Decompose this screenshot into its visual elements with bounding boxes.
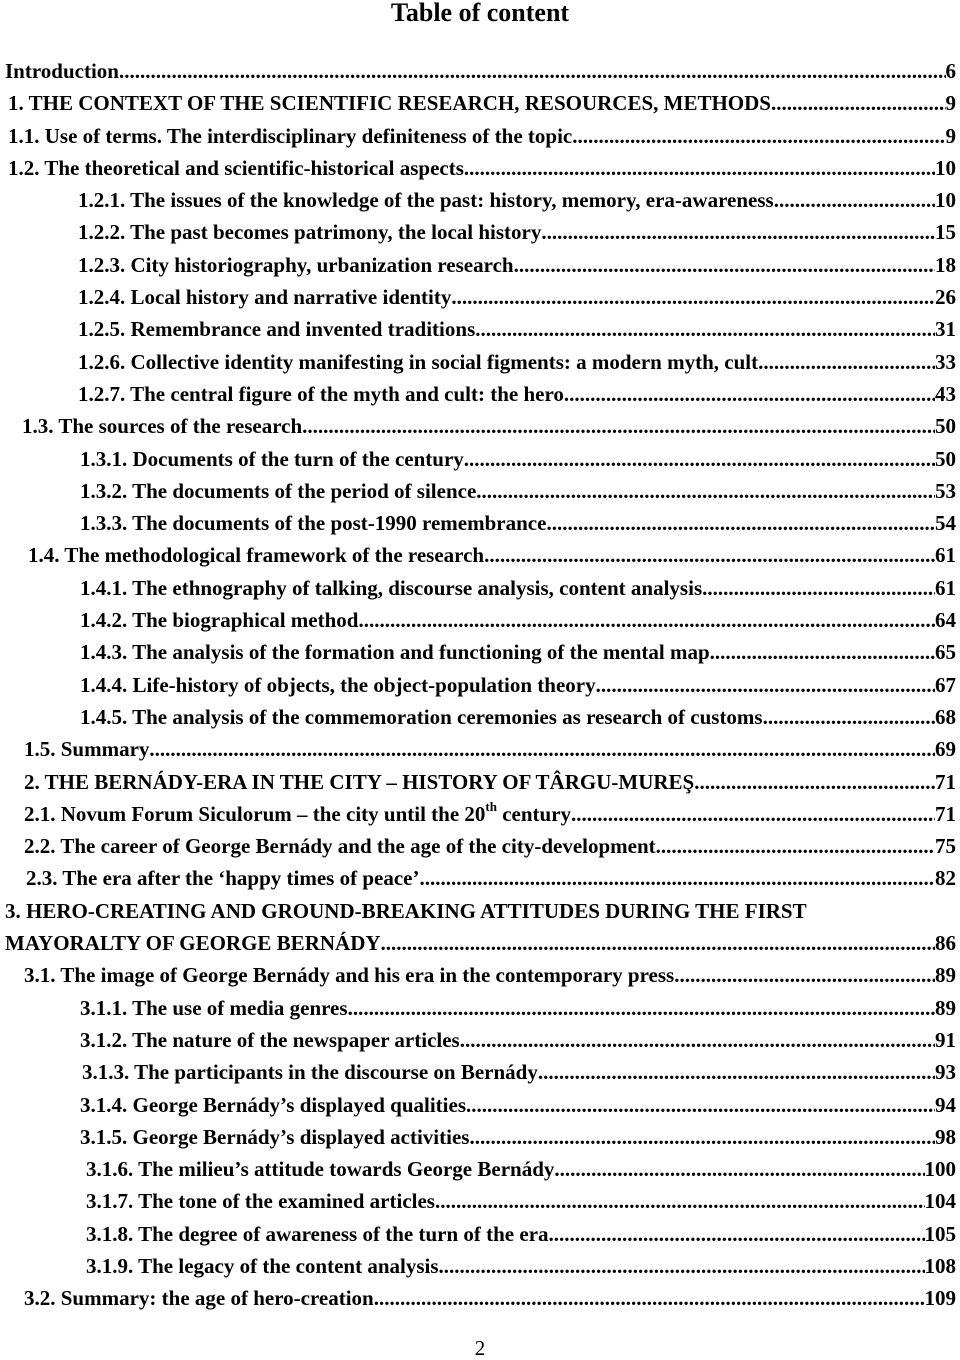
- toc-entry-page: 71: [935, 801, 956, 826]
- toc-entry[interactable]: [0, 443, 960, 475]
- toc-entry-title: 3. HERO-CREATING AND GROUND-BREAKING ATTITUDES DURING THE FIRST: [5, 898, 807, 923]
- toc-entry-page: 18: [935, 252, 956, 277]
- toc-entry-page: 100: [924, 1157, 956, 1182]
- toc-entry-title: 1.4.1. The ethnography of talking, discourse analysis, content analysis: [80, 575, 703, 600]
- toc-entry-title: 3.1.6. The milieu’s attitude towards George Bernády: [86, 1157, 555, 1182]
- toc-entry-page: 75: [935, 834, 956, 859]
- dot-leader: [596, 669, 935, 701]
- toc-entry-page: 71: [935, 769, 956, 794]
- dot-leader: [119, 55, 946, 87]
- toc-entry[interactable]: [0, 1185, 960, 1217]
- dot-leader: [464, 152, 935, 184]
- toc-entry[interactable]: [0, 55, 960, 87]
- toc-entry-title: 1.2.2. The past becomes patrimony, the local history: [78, 220, 542, 245]
- toc-entry-title: 1.2.6. Collective identity manifesting in social figments: a modern myth, cult: [78, 349, 759, 374]
- toc-entry-page: 6: [945, 59, 956, 83]
- dot-leader: [374, 1282, 925, 1314]
- dot-leader: [469, 1121, 935, 1153]
- dot-leader: [302, 410, 935, 442]
- dot-leader: [348, 992, 935, 1024]
- toc-entry-page: 53: [935, 478, 956, 503]
- toc-entry[interactable]: [0, 1282, 960, 1314]
- toc-entry-title: 1.1. Use of terms. The interdisciplinary definiteness of the topic: [8, 123, 573, 148]
- toc-entry-title: 1.2.1. The issues of the knowledge of the past: history, memory, era-awareness: [78, 188, 774, 213]
- toc-entry[interactable]: [0, 216, 960, 248]
- dot-leader: [149, 733, 935, 765]
- page-number: 2: [474, 1336, 486, 1360]
- toc-entry-title: 1.2.4. Local history and narrative identity: [78, 285, 452, 310]
- toc-entry-title: 1.2.5. Remembrance and invented traditions: [78, 317, 476, 342]
- toc-entry-title: 3.1.2. The nature of the newspaper articles: [80, 1027, 460, 1052]
- toc-entry-title: 1.2. The theoretical and scientific-historical aspects: [8, 155, 464, 180]
- toc-entry[interactable]: [0, 1024, 960, 1056]
- toc-entry-title: 3.1.9. The legacy of the content analysis: [86, 1253, 439, 1278]
- toc-entry[interactable]: [0, 798, 960, 830]
- toc-entry[interactable]: [0, 346, 960, 378]
- toc-entry-title: 1.2.3. City historiography, urbanization research: [78, 252, 514, 277]
- toc-entry-title: 1.4.2. The biographical method: [80, 608, 359, 633]
- toc-entry[interactable]: [0, 959, 960, 991]
- toc-entry-page: 67: [935, 672, 956, 697]
- toc-entry[interactable]: [0, 152, 960, 184]
- toc-entry[interactable]: [0, 701, 960, 733]
- toc-entry-page: 105: [924, 1221, 956, 1246]
- toc-entry[interactable]: [0, 1121, 960, 1153]
- toc-entry-title: 1.4.4. Life-history of objects, the object-population theory: [80, 672, 596, 697]
- toc-entry-page: 33: [935, 349, 956, 374]
- table-of-contents: [0, 55, 960, 1315]
- toc-entry[interactable]: [0, 992, 960, 1024]
- toc-entry-page: 10: [935, 188, 956, 213]
- dot-leader: [710, 636, 935, 668]
- toc-entry-title: 1.4. The methodological framework of the research: [28, 543, 485, 568]
- toc-entry-title-rest: century: [496, 801, 572, 826]
- dot-leader: [758, 346, 935, 378]
- dot-leader: [460, 1024, 935, 1056]
- toc-entry-page: 15: [935, 220, 956, 245]
- dot-leader: [564, 378, 935, 410]
- toc-entry[interactable]: [0, 669, 960, 701]
- dot-leader: [702, 572, 935, 604]
- toc-entry[interactable]: [0, 184, 960, 216]
- toc-entry-title: 1.3. The sources of the research: [22, 414, 303, 439]
- dot-leader: [484, 539, 935, 571]
- toc-entry-title: 3.1.8. The degree of awareness of the turn of the era: [86, 1221, 549, 1246]
- toc-entry[interactable]: [0, 1153, 960, 1185]
- toc-entry-title: 3.1.1. The use of media genres: [80, 995, 348, 1020]
- toc-entry-page: 26: [935, 285, 956, 310]
- dot-leader: [674, 959, 935, 991]
- toc-entry[interactable]: [0, 1056, 960, 1088]
- dot-leader: [763, 701, 935, 733]
- toc-entry[interactable]: [0, 862, 960, 894]
- toc-entry-title: 1.3.3. The documents of the post-1990 remembrance: [80, 511, 547, 536]
- toc-entry[interactable]: [0, 120, 960, 152]
- dot-leader: [475, 313, 935, 345]
- toc-entry-title: 1.2.7. The central figure of the myth and cult: the hero: [78, 381, 564, 406]
- toc-entry-page: 31: [935, 317, 956, 342]
- toc-entry[interactable]: [0, 636, 960, 668]
- dot-leader: [546, 507, 935, 539]
- toc-entry-page: 86: [935, 931, 956, 956]
- toc-entry-page: 50: [935, 414, 956, 439]
- dot-leader: [774, 184, 935, 216]
- toc-entry-title: 3.1.7. The tone of the examined articles: [86, 1189, 435, 1214]
- toc-entry[interactable]: [0, 766, 960, 798]
- dot-leader: [464, 443, 935, 475]
- toc-entry-title: 3.1.5. George Bernády’s displayed activities: [80, 1124, 470, 1149]
- toc-entry[interactable]: [0, 572, 960, 604]
- dot-leader: [771, 87, 946, 119]
- toc-entry[interactable]: [0, 604, 960, 636]
- toc-entry-page: 10: [935, 155, 956, 180]
- toc-entry-title: 2.3. The era after the ‘happy times of peace’: [26, 866, 420, 891]
- toc-entry[interactable]: [0, 313, 960, 345]
- toc-entry[interactable]: [0, 895, 960, 960]
- dot-leader: [358, 604, 935, 636]
- superscript: th: [485, 798, 497, 814]
- toc-entry[interactable]: [0, 1218, 960, 1250]
- toc-entry-page: 54: [935, 511, 956, 536]
- dot-leader: [554, 1153, 924, 1185]
- toc-entry-page: 89: [935, 963, 956, 988]
- toc-entry-title-main: 2.1. Novum Forum Siculorum – the city until the 20: [24, 801, 486, 826]
- toc-entry-continuation: [5, 927, 956, 959]
- dot-leader: [476, 475, 935, 507]
- dot-leader: [381, 927, 935, 959]
- toc-entry-title: Introduction: [5, 59, 119, 83]
- dot-leader: [451, 281, 935, 313]
- toc-entry-page: 82: [935, 866, 956, 891]
- toc-entry[interactable]: [0, 507, 960, 539]
- dot-leader: [466, 1089, 935, 1121]
- dot-leader: [571, 798, 935, 830]
- toc-entry[interactable]: [0, 249, 960, 281]
- toc-entry-page: 68: [935, 704, 956, 729]
- toc-entry-page: 64: [935, 608, 956, 633]
- toc-entry-title: 3.1.3. The participants in the discourse on Bernády: [82, 1060, 538, 1085]
- toc-entry[interactable]: [0, 281, 960, 313]
- toc-entry-page: 61: [935, 543, 956, 568]
- toc-entry-page: 98: [935, 1124, 956, 1149]
- dot-leader: [549, 1218, 925, 1250]
- toc-entry-page: 50: [935, 446, 956, 471]
- toc-entry-page: 43: [935, 381, 956, 406]
- toc-entry[interactable]: [0, 410, 960, 442]
- toc-entry-title: 1.4.3. The analysis of the formation and functioning of the mental map: [80, 640, 710, 665]
- toc-entry[interactable]: [0, 87, 960, 119]
- toc-entry-page: 89: [935, 995, 956, 1020]
- dot-leader: [514, 249, 935, 281]
- toc-entry-title-line2: MAYORALTY OF GEORGE BERNÁDY: [5, 931, 381, 956]
- dot-leader: [572, 120, 945, 152]
- dot-leader: [656, 830, 935, 862]
- toc-entry[interactable]: [0, 1089, 960, 1121]
- toc-entry[interactable]: [0, 475, 960, 507]
- dot-leader: [435, 1185, 925, 1217]
- dot-leader: [419, 862, 935, 894]
- toc-entry-title: 1. THE CONTEXT OF THE SCIENTIFIC RESEARCH, RESOURCES, METHODS: [8, 91, 771, 116]
- dot-leader: [541, 216, 935, 248]
- toc-entry-title: 1.4.5. The analysis of the commemoration ceremonies as research of customs: [80, 704, 763, 729]
- toc-entry-page: 104: [924, 1189, 956, 1214]
- toc-entry-page: 9: [945, 91, 956, 116]
- toc-entry-page: 108: [924, 1253, 956, 1278]
- toc-entry-title: 3.2. Summary: the age of hero-creation: [24, 1286, 374, 1311]
- toc-entry-page: 9: [945, 123, 956, 148]
- toc-entry-page: 94: [935, 1092, 956, 1117]
- toc-entry-title: 2.2. The career of George Bernády and the age of the city-development: [24, 834, 656, 859]
- toc-entry-title: 1.3.1. Documents of the turn of the century: [80, 446, 464, 471]
- toc-entry[interactable]: [0, 539, 960, 571]
- toc-entry[interactable]: [0, 378, 960, 410]
- toc-entry-title: 3.1. The image of George Bernády and his era in the contemporary press: [24, 963, 675, 988]
- dot-leader: [439, 1250, 925, 1282]
- toc-entry-page: 109: [924, 1286, 956, 1311]
- dot-leader: [538, 1056, 935, 1088]
- toc-entry-title: 1.5. Summary: [24, 737, 150, 762]
- toc-entry[interactable]: [0, 1250, 960, 1282]
- toc-entry-title: 3.1.4. George Bernády’s displayed qualities: [80, 1092, 466, 1117]
- toc-entry-page: 61: [935, 575, 956, 600]
- toc-entry[interactable]: [0, 830, 960, 862]
- page-title: Table of content: [390, 0, 570, 27]
- toc-entry-title: 1.3.2. The documents of the period of silence: [80, 478, 477, 503]
- toc-entry-page: 93: [935, 1060, 956, 1085]
- toc-entry-title: [24, 798, 571, 830]
- toc-entry-title: 2. THE BERNÁDY-ERA IN THE CITY – HISTORY OF TÂRGU-MUREŞ: [24, 769, 695, 794]
- toc-entry-page: 91: [935, 1027, 956, 1052]
- toc-entry-page: 65: [935, 640, 956, 665]
- toc-entry[interactable]: [0, 733, 960, 765]
- dot-leader: [694, 766, 935, 798]
- toc-entry-page: 69: [935, 737, 956, 762]
